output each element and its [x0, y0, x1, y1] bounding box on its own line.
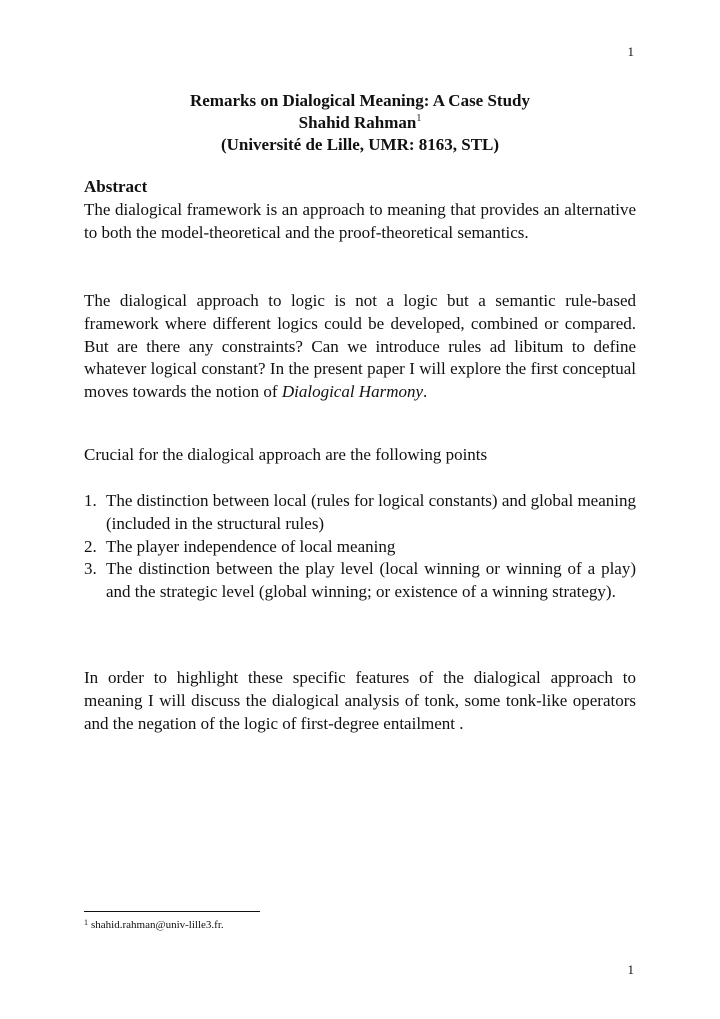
author-footnote-mark[interactable]: 1 [416, 113, 422, 124]
footnote [84, 918, 224, 932]
paper-title: Remarks on Dialogical Meaning: A Case Study [189, 91, 531, 110]
abstract-heading: Abstract [84, 177, 148, 196]
footer-page-number: 1 [627, 962, 634, 977]
affiliation: (Université de Lille, UMR: 8163, STL) [220, 135, 500, 154]
header-page-number: 1 [627, 44, 634, 59]
list-item-text: The player independence of local meaning [106, 536, 396, 556]
list-item [84, 558, 636, 604]
dialogical-harmony-term: Dialogical Harmony [281, 382, 424, 402]
points-list [84, 490, 636, 604]
list-item-number: 2. [84, 536, 97, 556]
list-item [84, 536, 636, 559]
author-line [84, 112, 636, 134]
title-block [84, 90, 636, 156]
list-item-text: The distinction between the play level (local winning or winning of a play) and the strategic level (global winning; or existence of a winning strategy). [106, 559, 636, 602]
footnote-divider [84, 911, 260, 912]
abstract-paragraph-3: Crucial for the dialogical approach are the following points [84, 445, 488, 464]
list-item-text: The distinction between local (rules for logical constants) and global meaning (included in the structural rules) [106, 491, 636, 533]
abstract-paragraph-2 [84, 290, 636, 404]
paragraph-2-text: The dialogical approach to logic is not a logic but a semantic rule-based framework where different logics could be developed, combined or compared. But are there any constraints? Can we introduce rules ad libitum to define whatever logical constant? In the present paper I will explore the first conceptual moves towards the notion of [84, 291, 636, 402]
list-item-number: 3. [84, 559, 97, 579]
list-item [84, 490, 636, 536]
paragraph-2-end: . [423, 382, 428, 402]
author-name: Shahid Rahman [298, 113, 417, 132]
abstract-paragraph-1: The dialogical framework is an approach to meaning that provides an alternative to both the model-theoretical and the proof-theoretical semantics. [84, 200, 636, 242]
abstract-paragraph-4: In order to highlight these specific features of the dialogical approach to meaning I will discuss the dialogical analysis of tonk, some tonk-like operators and the negation of the logic of first-degree entailment . [84, 668, 636, 733]
footnote-mark: 1 [84, 918, 88, 927]
footnote-email[interactable]: shahid.rahman@univ-lille3.fr. [91, 919, 224, 931]
list-item-number: 1. [84, 491, 97, 510]
